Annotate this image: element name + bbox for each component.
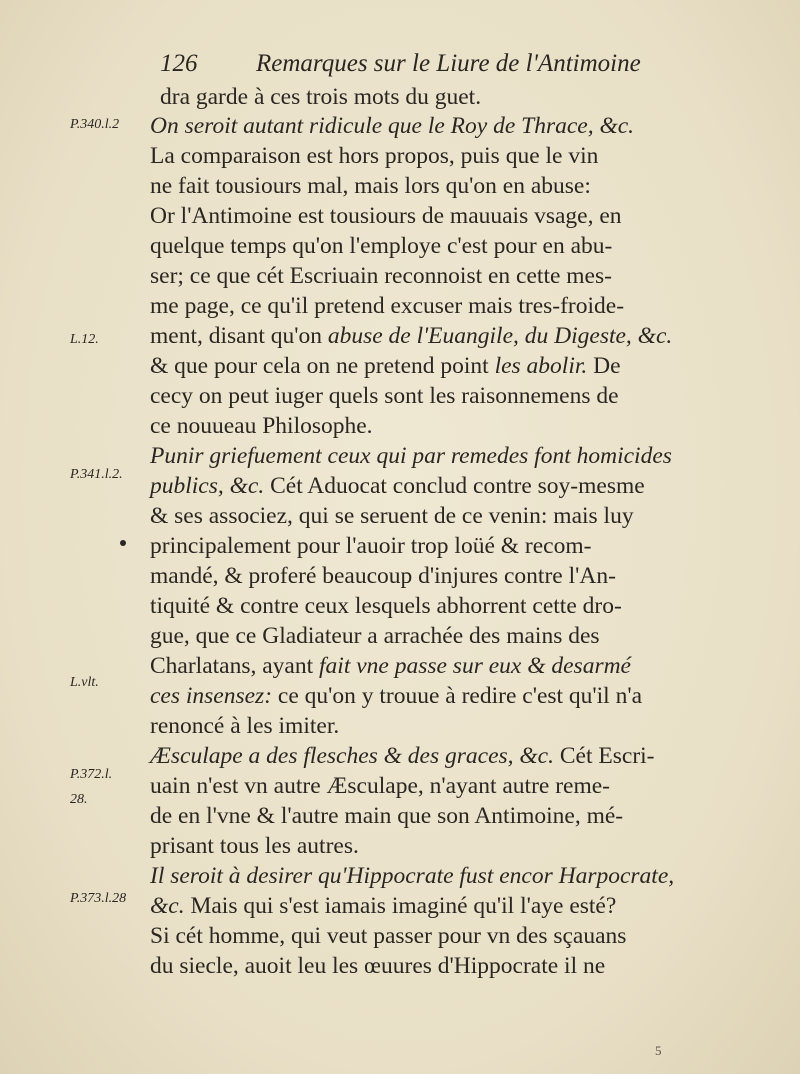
text-segment: Or l'Antimoine est tousiours de mauuais vsage, en <box>150 203 622 229</box>
text-line <box>150 831 730 861</box>
ink-speck <box>120 540 126 546</box>
text-line <box>150 891 730 921</box>
text-line <box>150 111 730 141</box>
text-segment: ce qu'on y trouue à redire c'est qu'il n'a <box>272 683 642 709</box>
text-line <box>150 381 730 411</box>
text-segment: Cét Escri- <box>554 743 655 769</box>
text-segment: ne fait tousiours mal, mais lors qu'on en abuse: <box>150 173 591 199</box>
text-line <box>150 681 730 711</box>
italic-segment: Il seroit à desirer qu'Hippocrate fust encor Harpocrate, <box>150 863 675 889</box>
text-segment: uain n'est vn autre Æsculape, n'ayant autre reme- <box>150 773 611 799</box>
signature-mark: 5 <box>655 1043 662 1058</box>
text-segment: Cét Aduocat conclud contre soy-mesme <box>264 473 645 499</box>
text-line <box>150 441 730 471</box>
text-line <box>150 801 730 831</box>
margin-note: 28. <box>70 792 88 807</box>
margin-note: P.341.l.2. <box>70 467 123 482</box>
text-segment: dra garde à ces trois mots du guet. <box>160 84 482 110</box>
text-line <box>150 651 730 681</box>
text-line <box>150 471 730 501</box>
text-segment: principalement pour l'auoir trop loüé & recom- <box>150 533 592 559</box>
margin-note: P.372.l. <box>70 767 113 782</box>
margin-note: P.373.l.28 <box>70 891 127 906</box>
text-segment: Mais qui s'est iamais imaginé qu'il l'aye esté? <box>184 893 617 919</box>
text-line <box>150 531 730 561</box>
text-segment: Charlatans, ayant <box>150 653 320 679</box>
running-title: Remarques sur le Liure de l'Antimoine <box>256 50 641 77</box>
italic-segment: &c. <box>150 893 185 919</box>
text-segment: me page, ce qu'il pretend excuser mais tres-froide- <box>150 293 625 319</box>
text-line <box>150 141 730 171</box>
text-line <box>150 921 730 951</box>
text-segment: ce nouueau Philosophe. <box>150 413 373 439</box>
italic-segment: Æsculape a des flesches & des graces, &c. <box>150 743 554 769</box>
italic-segment: Punir griefuement ceux qui par remedes font homicides <box>150 443 672 469</box>
text-segment: tiquité & contre ceux lesquels abhorrent cette dro- <box>150 593 622 619</box>
text-segment: De <box>587 353 621 379</box>
text-line <box>150 561 730 591</box>
italic-segment: On seroit autant ridicule que le Roy de Thrace, &c. <box>150 113 635 139</box>
text-segment: renoncé à les imiter. <box>150 713 340 739</box>
margin-note: L.vlt. <box>70 675 99 690</box>
text-line <box>150 771 730 801</box>
text-segment: ment, disant qu'on <box>150 323 328 349</box>
text-line <box>150 231 730 261</box>
text-segment: Si cét homme, qui veut passer pour vn des sçauans <box>150 923 627 949</box>
margin-note: L.12. <box>70 332 99 347</box>
italic-segment: publics, &c. <box>150 473 265 499</box>
text-line <box>150 741 730 771</box>
text-line <box>150 261 730 291</box>
text-segment: de en l'vne & l'autre main que son Antimoine, mé- <box>150 803 624 829</box>
text-line <box>150 591 730 621</box>
text-line <box>150 951 730 981</box>
text-line <box>150 171 730 201</box>
italic-segment: abuse de l'Euangile, du Digeste, &c. <box>327 323 673 349</box>
running-header <box>160 50 670 86</box>
text-segment: mandé, & proferé beaucoup d'injures contre l'An- <box>150 563 616 589</box>
text-line <box>150 861 730 891</box>
text-line <box>150 621 730 651</box>
text-segment: cecy on peut iuger quels sont les raisonnemens de <box>150 383 619 409</box>
text-line <box>150 291 730 321</box>
page-number: 126 <box>160 50 198 77</box>
italic-segment: ces insensez: <box>150 683 273 709</box>
margin-note: P.340.l.2 <box>70 117 120 132</box>
text-segment: La comparaison est hors propos, puis que le vin <box>150 143 599 169</box>
text-segment: gue, que ce Gladiateur a arrachée des mains des <box>150 623 600 649</box>
text-line <box>150 321 730 351</box>
text-segment: du siecle, auoit leu les œuures d'Hippocrate il ne <box>150 953 606 979</box>
text-line <box>150 711 730 741</box>
text-line <box>150 351 730 381</box>
text-line <box>150 201 730 231</box>
italic-segment: les abolir. <box>494 353 588 379</box>
text-line <box>150 411 730 441</box>
text-segment: ser; ce que cét Escriuain reconnoist en cette mes- <box>150 263 612 289</box>
text-segment: prisant tous les autres. <box>150 833 359 859</box>
text-line <box>160 82 740 112</box>
text-line <box>150 501 730 531</box>
text-segment: & ses associez, qui se seruent de ce venin: mais luy <box>150 503 634 529</box>
italic-segment: fait vne passe sur eux & desarmé <box>319 653 631 679</box>
text-segment: quelque temps qu'on l'employe c'est pour en abu- <box>150 233 613 259</box>
text-segment: & que pour cela on ne pretend point <box>150 353 495 379</box>
